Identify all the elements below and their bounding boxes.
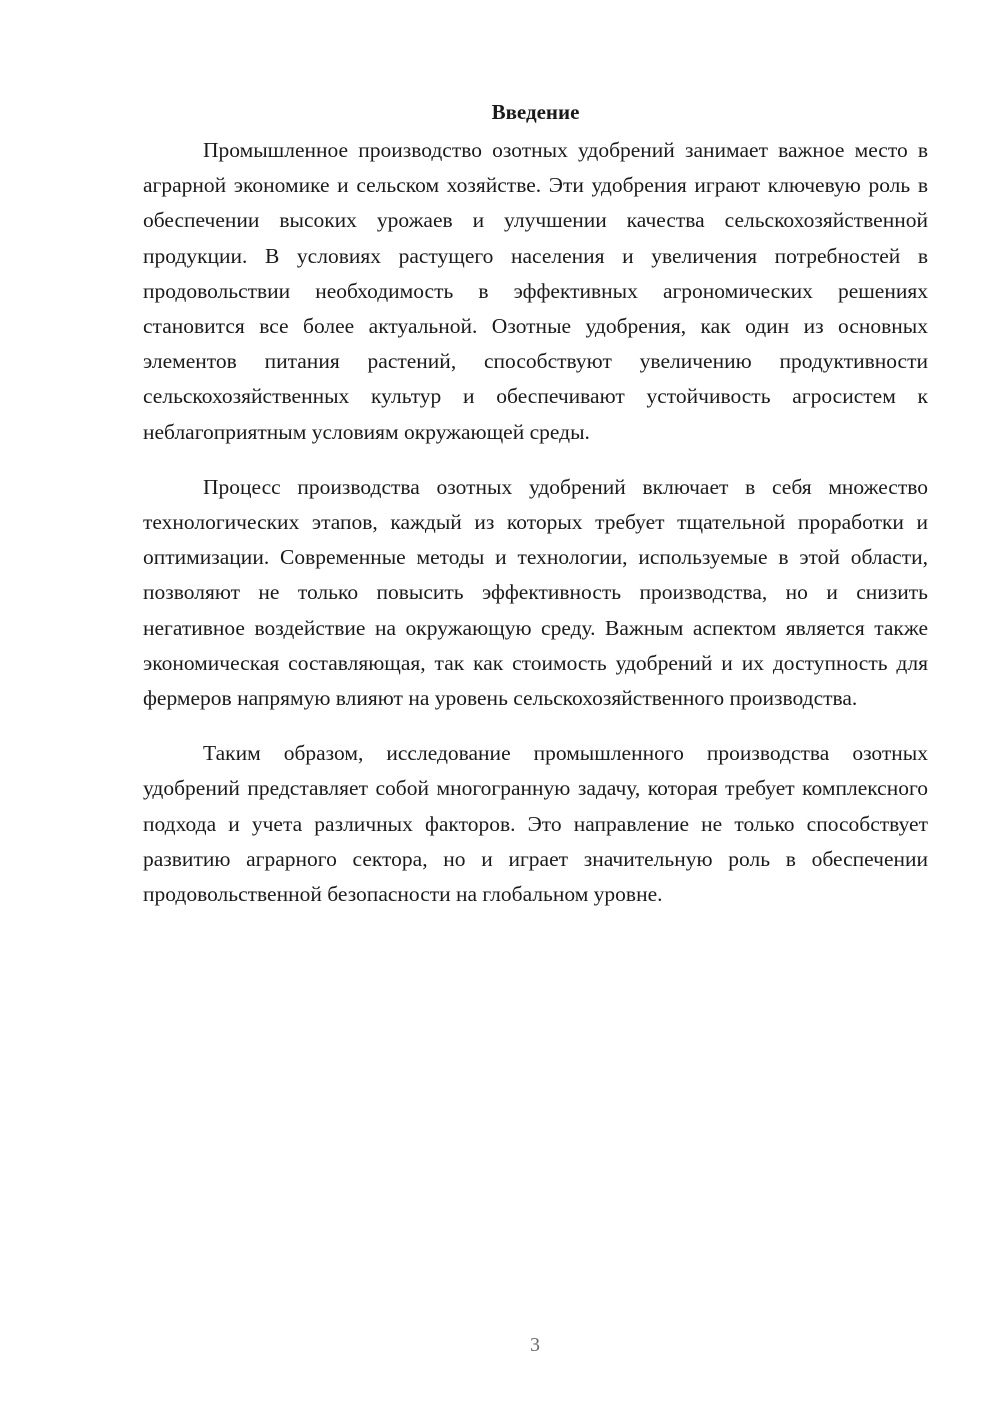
paragraph-3: Таким образом, исследование промышленного производства озотных удобрений представляет собой многогранную задачу, которая требует комплексного подхода и учета различных факторов. Это направление не только способствует развитию аграрного сектора, но и играет значительную роль в обеспечении продовольственной безопасности на глобальном уровне. (143, 741, 928, 907)
paragraph-2: Процесс производства озотных удобрений включает в себя множество технологических этапов, каждый из которых требует тщательной проработки и оптимизации. Современные методы и технологии, используемые в этой области, позволяют не только повысить эффективность производства, но и снизить негативное воздействие на окружающую среду. Важным аспектом является также экономическая составляющая, так как стоимость удобрений и их доступность для фермеров напрямую влияют на уровень сельскохозяйственного производства. (143, 474, 928, 711)
page-number: 3 (530, 1334, 540, 1356)
section-heading: Введение (491, 100, 580, 124)
paragraph-1: Промышленное производство озотных удобрений занимает важное место в аграрной экономике и сельском хозяйстве. Эти удобрения играют ключевую роль в обеспечении высоких урожаев и улучшении качества сельскохозяйственной продукции. В условиях растущего населения и увеличения потребностей в продовольствии необходимость в эффективных агрономических решениях становится все более актуальной. Озотные удобрения, как один из основных элементов питания растений, способствуют увеличению продуктивности сельскохозяйственных культур и обеспечивают устойчивость агросистем к неблагоприятным условиям окружающей среды. (143, 138, 928, 444)
page-content (143, 97, 928, 912)
